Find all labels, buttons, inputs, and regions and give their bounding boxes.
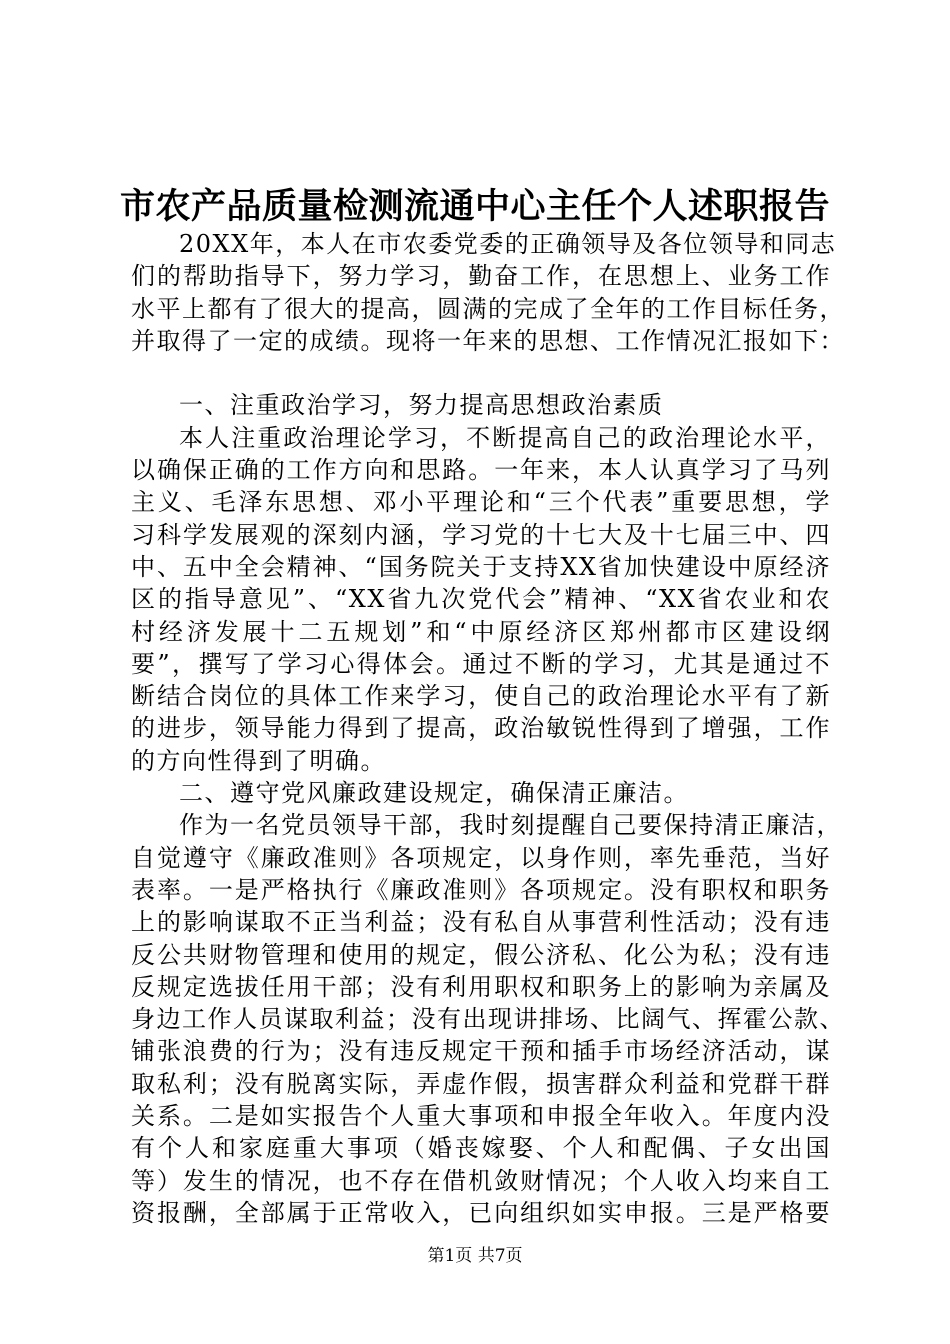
paragraph-line: 习科学发展观的深刻内涵，学习党的十七大及十七届三中、四 — [131, 520, 831, 549]
paragraph-line: 断结合岗位的具体工作来学习，使自己的政治理论水平有了新 — [131, 682, 831, 711]
paragraph-line: 身边工作人员谋取利益；没有出现讲排场、比阔气、挥霍公款、 — [131, 1005, 845, 1034]
paragraph-line: 等）发生的情况，也不存在借机敛财情况；个人收入均来自工 — [131, 1166, 831, 1195]
paragraph-line: 20XX年，本人在市农委党委的正确领导及各位领导和同志 — [179, 230, 837, 258]
paragraph-line: 以确保正确的工作方向和思路。一年来，本人认真学习了马列 — [131, 456, 831, 485]
paragraph-line: 村经济发展十二五规划”和“中原经济区郑州都市区建设纲 — [131, 617, 831, 646]
paragraph-line: 水平上都有了很大的提高，圆满的完成了全年的工作目标任务， — [131, 294, 845, 323]
paragraph-line: 本人注重政治理论学习，不断提高自己的政治理论水平， — [179, 423, 831, 452]
paragraph-line: 中、五中全会精神、“国务院关于支持XX省加快建设中原经济 — [131, 552, 831, 581]
paragraph-line: 表率。一是严格执行《廉政准则》各项规定。没有职权和职务 — [131, 875, 831, 904]
paragraph-line: 关系。二是如实报告个人重大事项和申报全年收入。年度内没 — [131, 1102, 831, 1131]
paragraph-line: 作为一名党员领导干部，我时刻提醒自己要保持清正廉洁， — [179, 811, 842, 840]
paragraph-line: 并取得了一定的成绩。现将一年来的思想、工作情况汇报如下： — [131, 326, 845, 355]
paragraph-line: 资报酬，全部属于正常收入，已向组织如实申报。三是严格要 — [131, 1198, 831, 1227]
paragraph-line: 主义、毛泽东思想、邓小平理论和“三个代表”重要思想，学 — [131, 488, 831, 517]
paragraph-line: 有个人和家庭重大事项（婚丧嫁娶、个人和配偶、子女出国 — [131, 1134, 831, 1163]
paragraph-line: 取私利；没有脱离实际，弄虚作假，损害群众利益和党群干群 — [131, 1069, 831, 1098]
paragraph-line: 的进步，领导能力得到了提高，政治敏锐性得到了增强，工作 — [131, 714, 831, 743]
page-number: 第1页 共7页 — [427, 1246, 523, 1266]
paragraph-line: 们的帮助指导下，努力学习，勤奋工作，在思想上、业务工作 — [131, 262, 831, 291]
paragraph-line: 铺张浪费的行为；没有违反规定干预和插手市场经济活动，谋 — [131, 1037, 831, 1066]
section-heading: 二、遵守党风廉政建设规定，确保清正廉洁。 — [179, 779, 689, 808]
paragraph-line: 区的指导意见”、“XX省九次党代会”精神、“XX省农业和农 — [131, 585, 831, 614]
paragraph-line: 上的影响谋取不正当利益；没有私自从事营利性活动；没有违 — [131, 908, 831, 937]
document-title: 市农产品质量检测流通中心主任个人述职报告 — [119, 187, 830, 227]
section-heading: 一、注重政治学习，努力提高思想政治素质 — [179, 391, 664, 420]
paragraph-line: 反公共财物管理和使用的规定，假公济私、化公为私；没有违 — [131, 940, 831, 969]
document-body — [131, 228, 845, 1229]
paragraph-line: 自觉遵守《廉政准则》各项规定，以身作则，率先垂范，当好 — [131, 843, 831, 872]
paragraph-line: 的方向性得到了明确。 — [131, 746, 386, 775]
paragraph-line: 反规定选拔任用干部；没有利用职权和职务上的影响为亲属及 — [131, 972, 831, 1001]
paragraph-line: 要”，撰写了学习心得体会。通过不断的学习，尤其是通过不 — [131, 649, 831, 678]
blank-line — [131, 357, 831, 389]
